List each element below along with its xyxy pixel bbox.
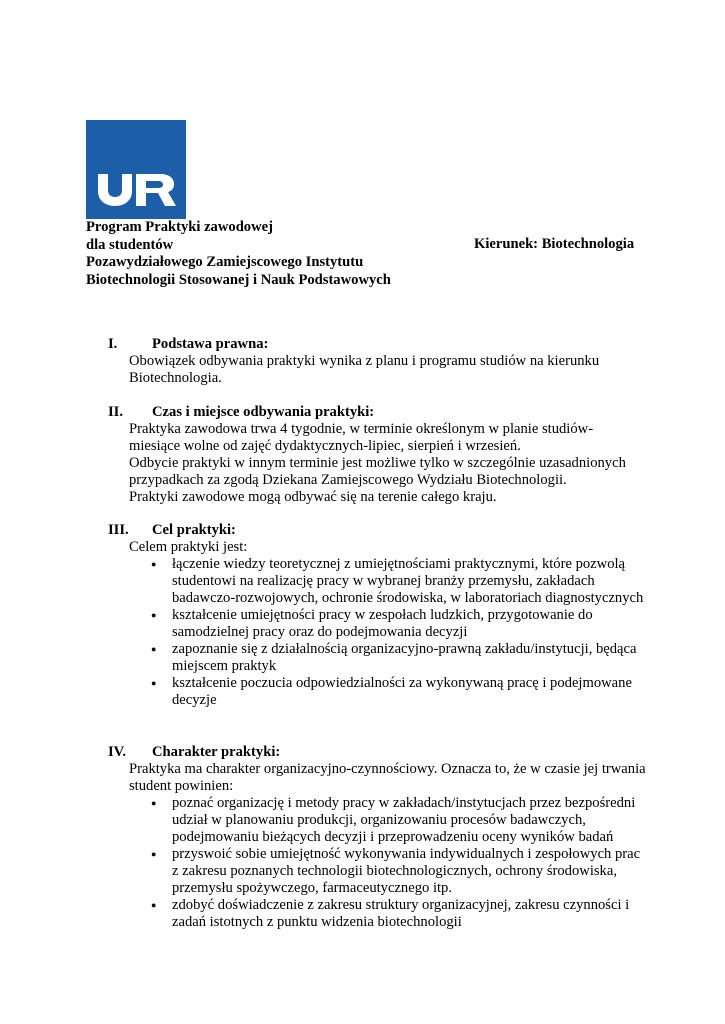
list-item: ● przyswoić sobie umiejętność wykonywania indywidualnych i zespołowych prac z zakresu poznanych technologii biotechnologicznych, ochrony środowiska, przemysłu spożywczego, farmaceutycznego itp. <box>129 846 646 897</box>
program-title: Program Praktyki zawodowej <box>86 219 273 235</box>
section-time-place <box>86 404 646 506</box>
section-paragraph: Praktyka zawodowa trwa 4 tygodnie, w terminie określonym w planie studiów- miesiące wolne od zajęć dydaktycznych-lipiec, sierpień i wrzesień. <box>129 421 594 454</box>
program-audience: dla studentów <box>86 236 174 253</box>
section-character <box>86 744 646 931</box>
section-legal-basis <box>86 336 646 387</box>
section-number: II. <box>108 404 124 420</box>
section-title: Cel praktyki: <box>152 522 236 538</box>
section-title: Charakter praktyki: <box>152 744 281 760</box>
ur-logo-icon <box>86 120 186 219</box>
section-number: I. <box>108 336 118 352</box>
list-item: ● kształcenie umiejętności pracy w zespołach ludzkich, przygotowanie do samodzielnej pracy oraz do podejmowania decyzji <box>129 607 646 641</box>
bullet-list <box>86 795 646 931</box>
list-item: ● kształcenie poczucia odpowiedzialności za wykonywaną pracę i podejmowane decyzje <box>129 675 646 709</box>
institute-name-line2: Biotechnologii Stosowanej i Nauk Podstawowych <box>86 271 391 288</box>
section-goal <box>86 522 646 709</box>
section-paragraph: Praktyki zawodowe mogą odbywać się na terenie całego kraju. <box>129 489 497 505</box>
field-of-study: Kierunek: Biotechnologia <box>474 236 635 252</box>
section-title: Czas i miejsce odbywania praktyki: <box>152 404 375 420</box>
document-header <box>86 219 646 289</box>
section-paragraph: Odbycie praktyki w innym terminie jest możliwe tylko w szczególnie uzasadnionych przypadkach za zgodą Dziekana Zamiejscowego Wydziału Biotechnologii. <box>129 455 626 488</box>
list-item: ● zapoznanie się z działalnością organizacyjno-prawną zakładu/instytucji, będąca miejscem praktyk <box>129 641 646 675</box>
section-number: IV. <box>108 744 126 760</box>
bullet-list <box>86 556 646 709</box>
section-title: Podstawa prawna: <box>152 336 269 352</box>
section-intro: Praktyka ma charakter organizacyjno-czynnościowy. Oznacza to, że w czasie jej trwania student powinien: <box>129 761 646 794</box>
section-paragraph: Obowiązek odbywania praktyki wynika z planu i programu studiów na kierunku Biotechnologia. <box>129 353 600 386</box>
list-item: ● zdobyć doświadczenie z zakresu struktury organizacyjnej, zakresu czynności i zadań istotnych z punktu widzenia biotechnologii <box>129 897 646 931</box>
section-intro: Celem praktyki jest: <box>129 539 248 555</box>
section-number: III. <box>108 522 129 538</box>
list-item: ● poznać organizację i metody pracy w zakładach/instytucjach przez bezpośredni udział w planowaniu produkcji, organizowaniu procesów badawczych, podejmowaniu bieżących decyzji i przeprowadzeniu oceny wyników badań <box>129 795 646 846</box>
institute-name-line1: Pozawydziałowego Zamiejscowego Instytutu <box>86 254 364 270</box>
list-item: ● łączenie wiedzy teoretycznej z umiejętnościami praktycznymi, które pozwolą studentowi na realizację pracy w wybranej branży przemysłu, zakładach badawczo-rozwojowych, ochronie środowiska, w laboratoriach diagnostycznych <box>129 556 646 607</box>
